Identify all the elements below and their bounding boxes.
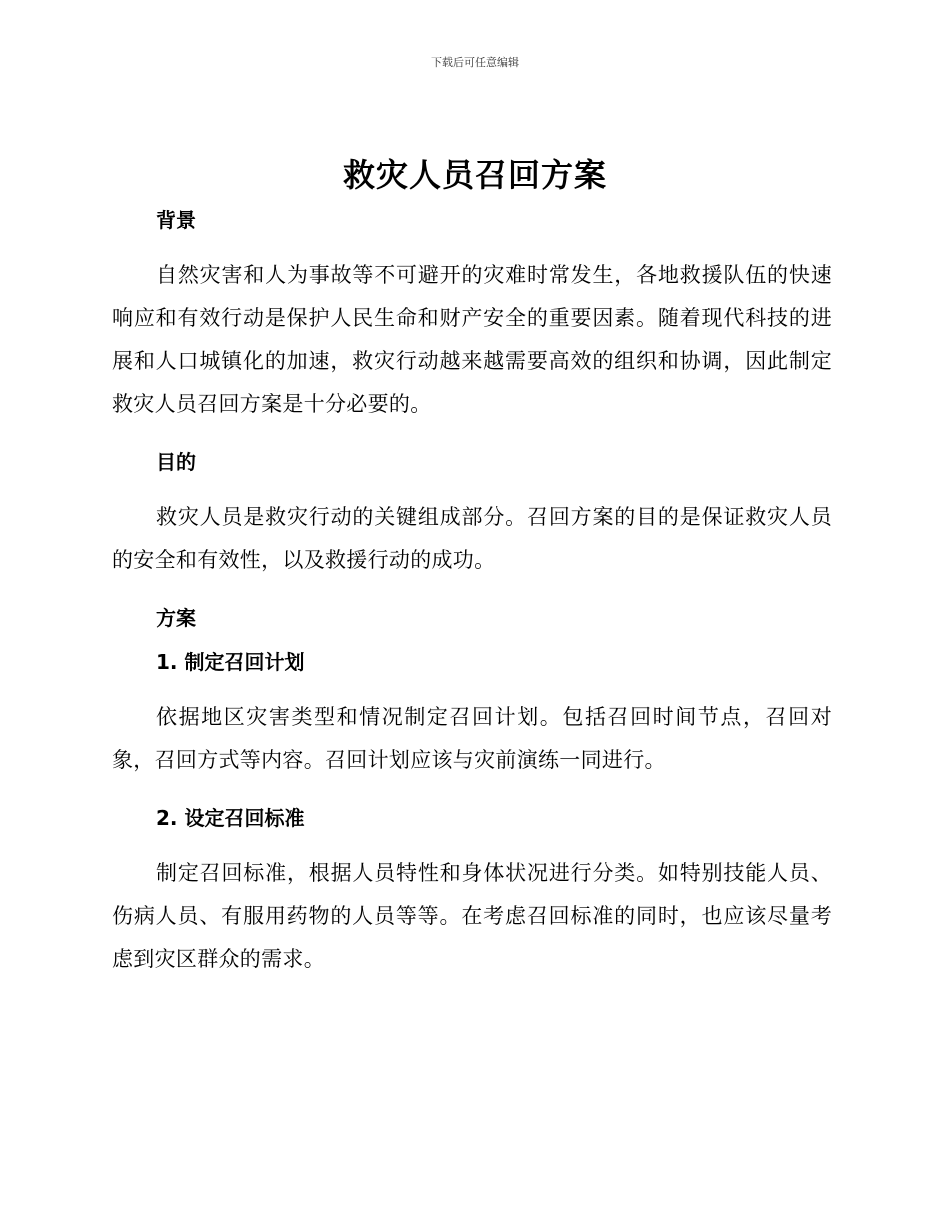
- step2-heading: 2. 设定召回标准: [156, 806, 305, 830]
- plan-heading: 方案: [156, 606, 196, 630]
- step1-paragraph: 依据地区灾害类型和情况制定召回计划。包括召回时间节点，召回对象，召回方式等内容。召回计划应该与灾前演练一同进行。: [112, 705, 832, 772]
- goal-heading: 目的: [156, 450, 196, 474]
- header-note: 下载后可任意编辑: [431, 56, 519, 69]
- step2-paragraph: 制定召回标准，根据人员特性和身体状况进行分类。如特别技能人员、伤病人员、有服用药物的人员等等。在考虑召回标准的同时，也应该尽量考虑到灾区群众的需求。: [112, 861, 832, 971]
- step1-heading: 1. 制定召回计划: [156, 650, 305, 674]
- document-title: 救灾人员召回方案: [342, 156, 607, 194]
- background-heading: 背景: [156, 208, 196, 232]
- background-paragraph: 自然灾害和人为事故等不可避开的灾难时常发生，各地救援队伍的快速响应和有效行动是保护人民生命和财产安全的重要因素。随着现代科技的进展和人口城镇化的加速，救灾行动越来越需要高效的组织和协调，因此制定救灾人员召回方案是十分必要的。: [112, 263, 832, 416]
- document-body: [112, 204, 832, 981]
- goal-paragraph: 救灾人员是救灾行动的关键组成部分。召回方案的目的是保证救灾人员的安全和有效性，以及救援行动的成功。: [112, 505, 832, 572]
